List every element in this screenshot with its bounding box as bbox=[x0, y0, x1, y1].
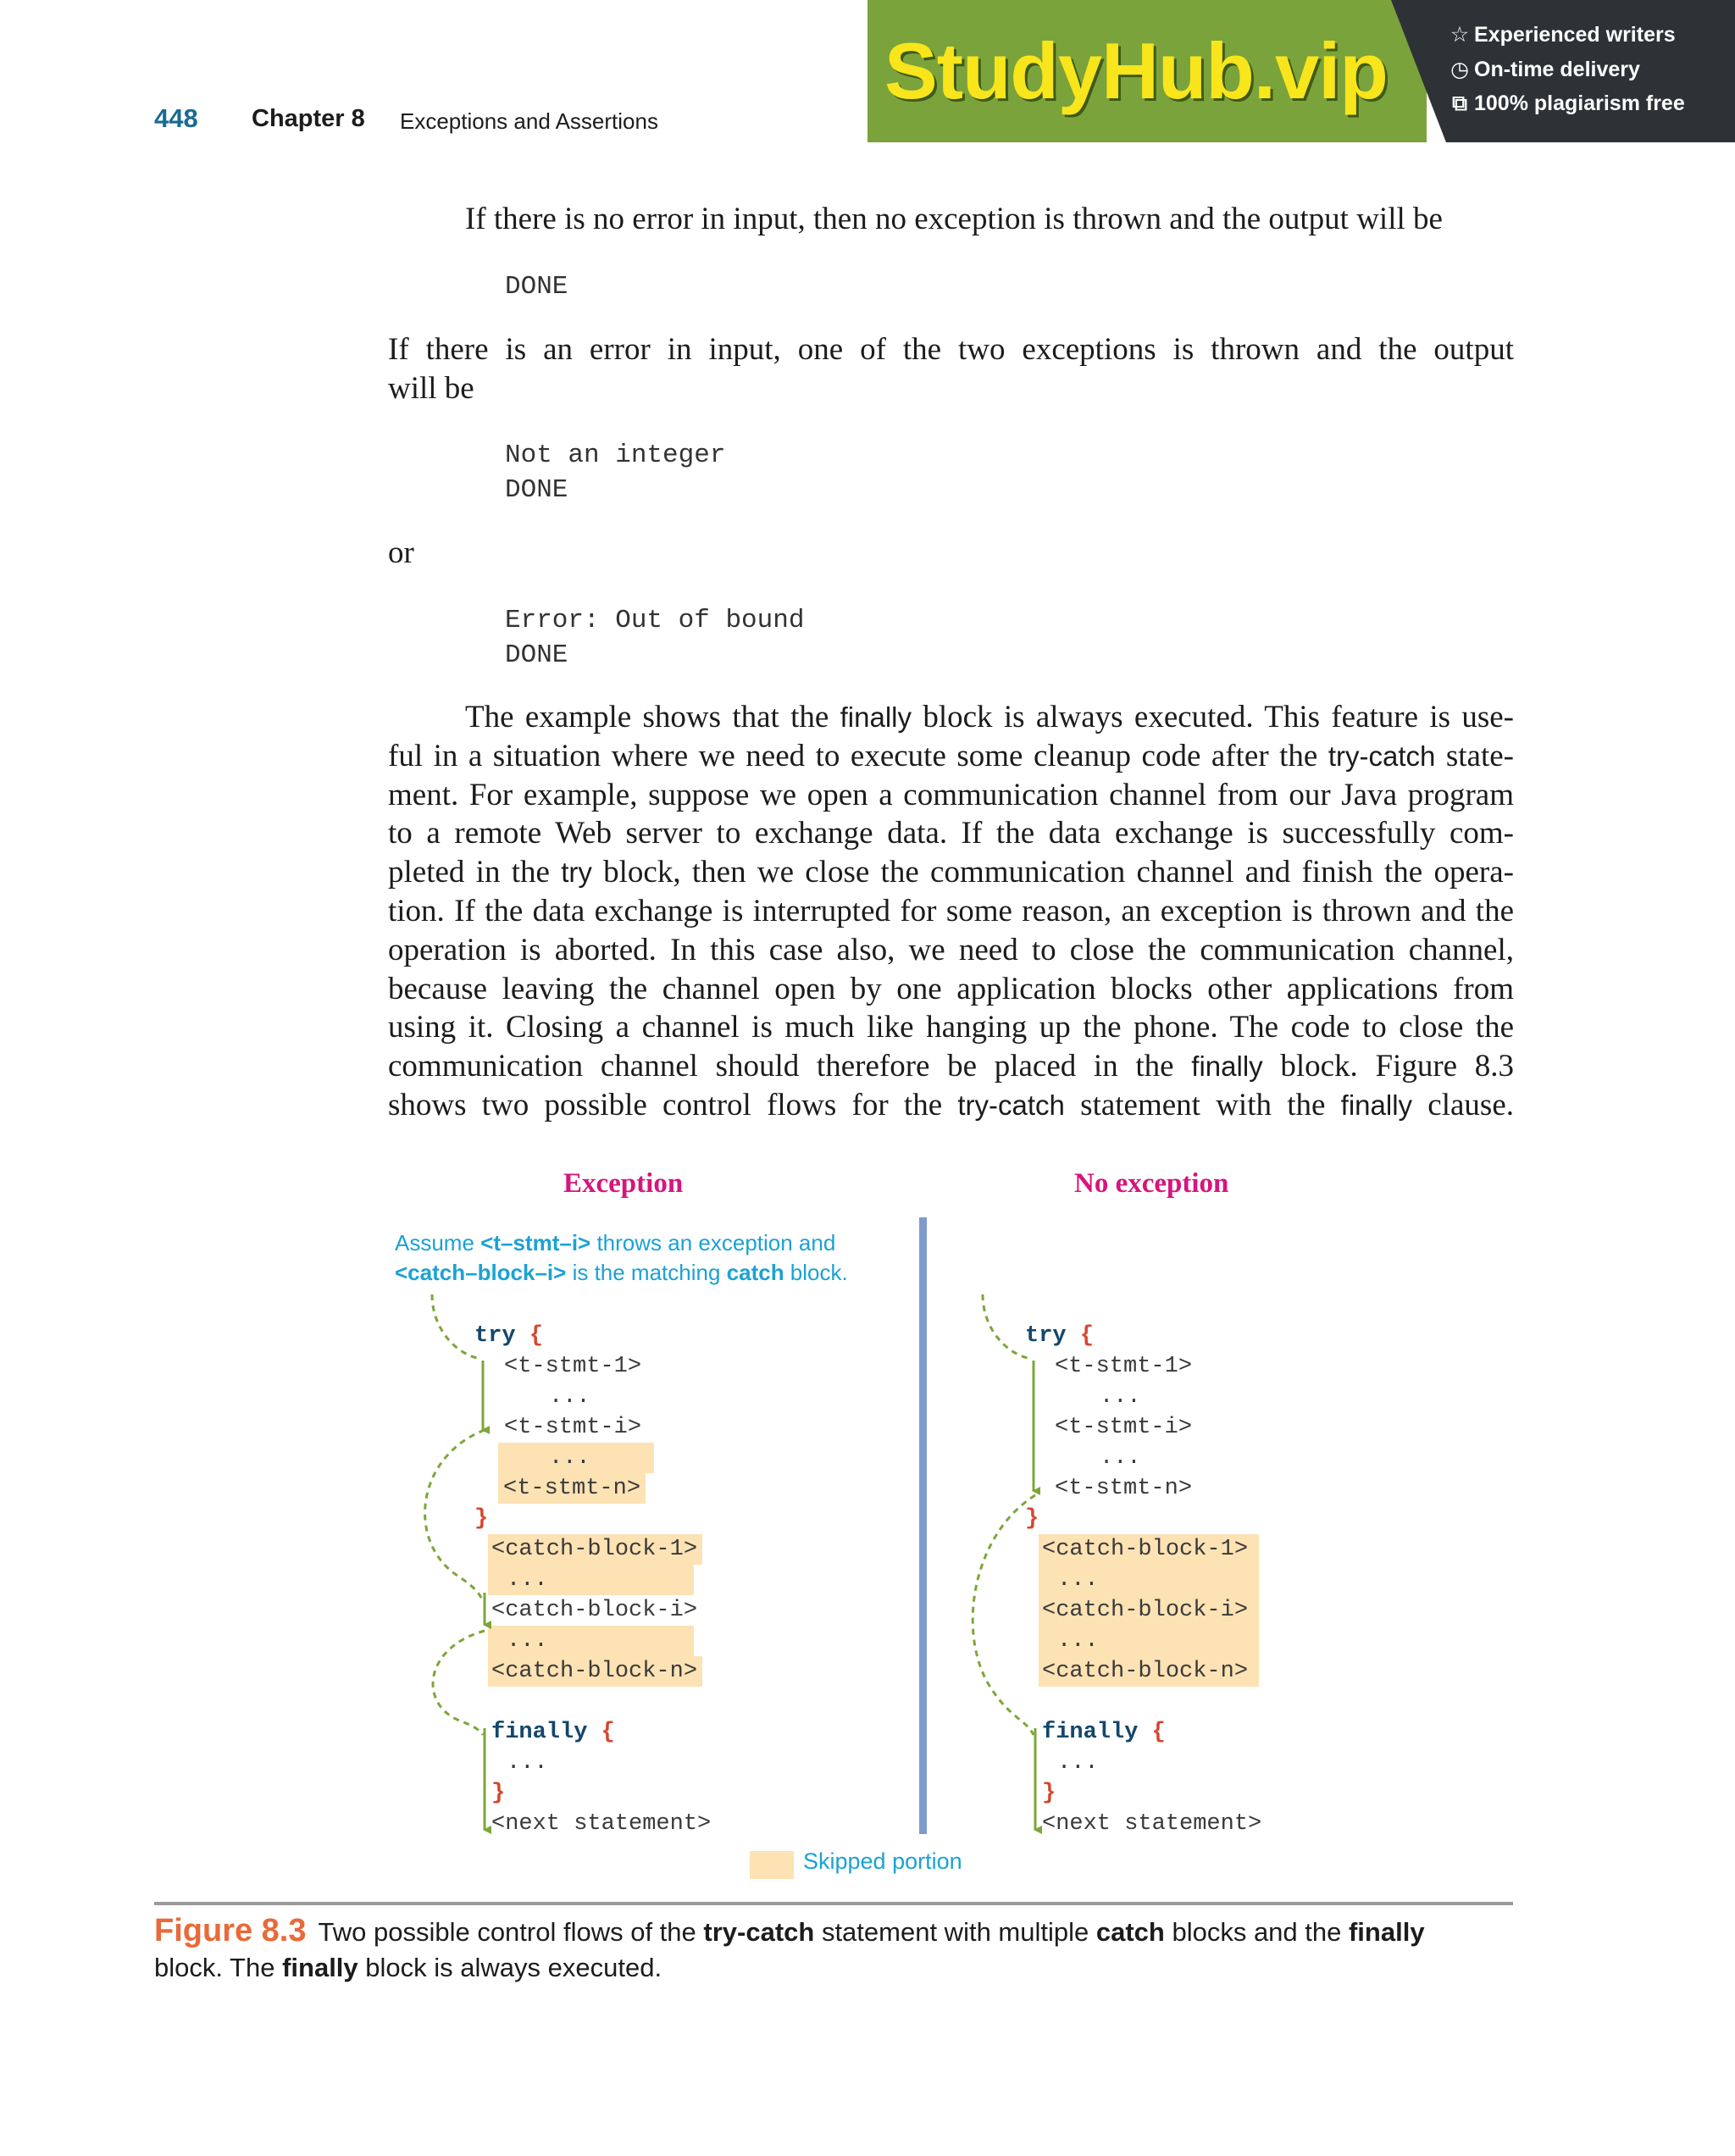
copy-icon: ⧉ bbox=[1452, 91, 1467, 115]
output-done: DONE bbox=[505, 272, 568, 302]
code-line: ... bbox=[1100, 1445, 1141, 1471]
feature-label: 100% plagiarism free bbox=[1474, 91, 1685, 115]
code-line: ... bbox=[549, 1384, 590, 1410]
code-line: <next statement> bbox=[491, 1811, 712, 1837]
page-number: 448 bbox=[154, 103, 198, 133]
figure-caption bbox=[154, 1913, 1513, 1986]
code-line: <t-stmt-i> bbox=[504, 1415, 642, 1440]
feature-label: On-time delivery bbox=[1474, 58, 1640, 81]
flow-arrow-to-catch bbox=[425, 1430, 485, 1601]
code-line: <t-stmt-i> bbox=[1055, 1415, 1193, 1440]
code-line-skipped: ... bbox=[498, 1443, 654, 1473]
paragraph-error-line1: If there is an error in input, one of the two exceptions is thrown and the output bbox=[388, 332, 1514, 367]
figure-heading-exception: Exception bbox=[563, 1168, 684, 1199]
note-line: <catch–block–i> is the matching catch block. bbox=[395, 1260, 848, 1285]
legend-label-skipped: Skipped portion bbox=[803, 1848, 962, 1874]
code-line: <t-stmt-1> bbox=[1055, 1354, 1193, 1379]
clock-icon: ◷ bbox=[1450, 58, 1469, 81]
code-line: <t-stmt-n> bbox=[1055, 1476, 1193, 1501]
code-line: ... bbox=[1100, 1384, 1141, 1410]
code-line: finally { bbox=[1042, 1720, 1166, 1745]
figure-number: Figure 8.3 bbox=[154, 1913, 307, 1948]
text-line: ful in a situation where we need to execute some cleanup code after the try-catch state- bbox=[388, 738, 1515, 773]
output-not-integer: Not an integer bbox=[505, 441, 726, 470]
text-line: because leaving the channel open by one application blocks other applications from bbox=[388, 971, 1514, 1006]
code-line: try { bbox=[1025, 1323, 1095, 1349]
text-line: communication channel should therefore be placed in the finally block. Figure 8.3 bbox=[388, 1049, 1514, 1084]
code-line-skipped: <catch-block-i> bbox=[1042, 1598, 1249, 1623]
flow-arrow-to-finally bbox=[433, 1631, 485, 1735]
code-line: ... bbox=[1057, 1750, 1099, 1776]
text-line: to a remote Web server to exchange data. If the data exchange is successfully com- bbox=[388, 816, 1514, 851]
code-line-skipped: ... bbox=[488, 1626, 949, 1656]
paragraph-no-error: If there is no error in input, then no exception is thrown and the output will be bbox=[465, 202, 1443, 236]
note-line: Assume <t–stmt–i> throws an exception and bbox=[395, 1230, 836, 1255]
code-line: } bbox=[1042, 1781, 1056, 1806]
code-line-skipped: <catch-block-1> bbox=[1042, 1537, 1249, 1562]
text-line: The example shows that the finally block is always executed. This feature is use- bbox=[465, 700, 1515, 734]
caption-line: block. The finally block is always executed. bbox=[154, 1953, 662, 1982]
star-icon: ☆ bbox=[1450, 23, 1470, 47]
code-line-skipped: <catch-block-1> bbox=[488, 1534, 949, 1565]
flow-arrow-entry bbox=[983, 1294, 1032, 1359]
code-line: finally { bbox=[491, 1720, 615, 1745]
code-line: } bbox=[474, 1506, 489, 1532]
text-line: operation is aborted. In this case also, we need to close the communication channel, bbox=[388, 932, 1514, 967]
chapter-label: Chapter 8 bbox=[252, 105, 365, 132]
caption-rule bbox=[154, 1902, 1513, 1905]
paragraph-error-line2: will be bbox=[388, 371, 474, 406]
studyhub-logo[interactable]: StudyHub.vip bbox=[884, 26, 1388, 115]
code-line-skipped: <catch-block-n> bbox=[488, 1656, 949, 1687]
code-line: <next statement> bbox=[1042, 1811, 1262, 1837]
text-line: shows two possible control flows for the try-catch statement with the finally clause. bbox=[388, 1087, 1514, 1122]
text-line: using it. Closing a channel is much like hanging up the phone. The code to close the bbox=[388, 1010, 1514, 1045]
code-line: <catch-block-i> bbox=[491, 1598, 698, 1623]
feature-label: Experienced writers bbox=[1474, 23, 1676, 47]
text-line: tion. If the data exchange is interrupted for some reason, an exception is thrown and the bbox=[388, 893, 1514, 928]
code-line: ... bbox=[507, 1750, 548, 1776]
output-out-of-bound: Error: Out of bound bbox=[505, 606, 805, 635]
flow-arrow-entry bbox=[432, 1294, 481, 1359]
code-line-skipped: ... bbox=[1057, 1628, 1099, 1654]
chapter-title: Exceptions and Assertions bbox=[400, 108, 658, 134]
text-line: pleted in the try block, then we close the communication channel and finish the opera- bbox=[388, 855, 1514, 890]
caption-line: Figure 8.3 Two possible control flows of the try-catch statement with multiple catch blocks and the finally bbox=[154, 1913, 1425, 1948]
or-connector: or bbox=[388, 535, 414, 570]
figure-heading-no-exception: No exception bbox=[1074, 1168, 1229, 1199]
code-line: <t-stmt-1> bbox=[504, 1354, 642, 1379]
code-line: try { bbox=[474, 1323, 544, 1349]
code-line: } bbox=[491, 1781, 506, 1806]
code-line-skipped: <catch-block-n> bbox=[1042, 1659, 1249, 1684]
flow-arrow-skip-catch bbox=[973, 1495, 1035, 1735]
output-done: DONE bbox=[505, 475, 568, 505]
legend-swatch-skipped bbox=[750, 1851, 794, 1879]
code-line: } bbox=[1025, 1506, 1039, 1532]
code-line-skipped: ... bbox=[488, 1565, 949, 1595]
code-line-skipped: ... bbox=[1057, 1567, 1099, 1593]
output-done: DONE bbox=[505, 640, 568, 670]
code-line-skipped: <t-stmt-n> bbox=[498, 1473, 949, 1504]
text-line: ment. For example, suppose we open a communication channel from our Java program bbox=[388, 777, 1514, 812]
